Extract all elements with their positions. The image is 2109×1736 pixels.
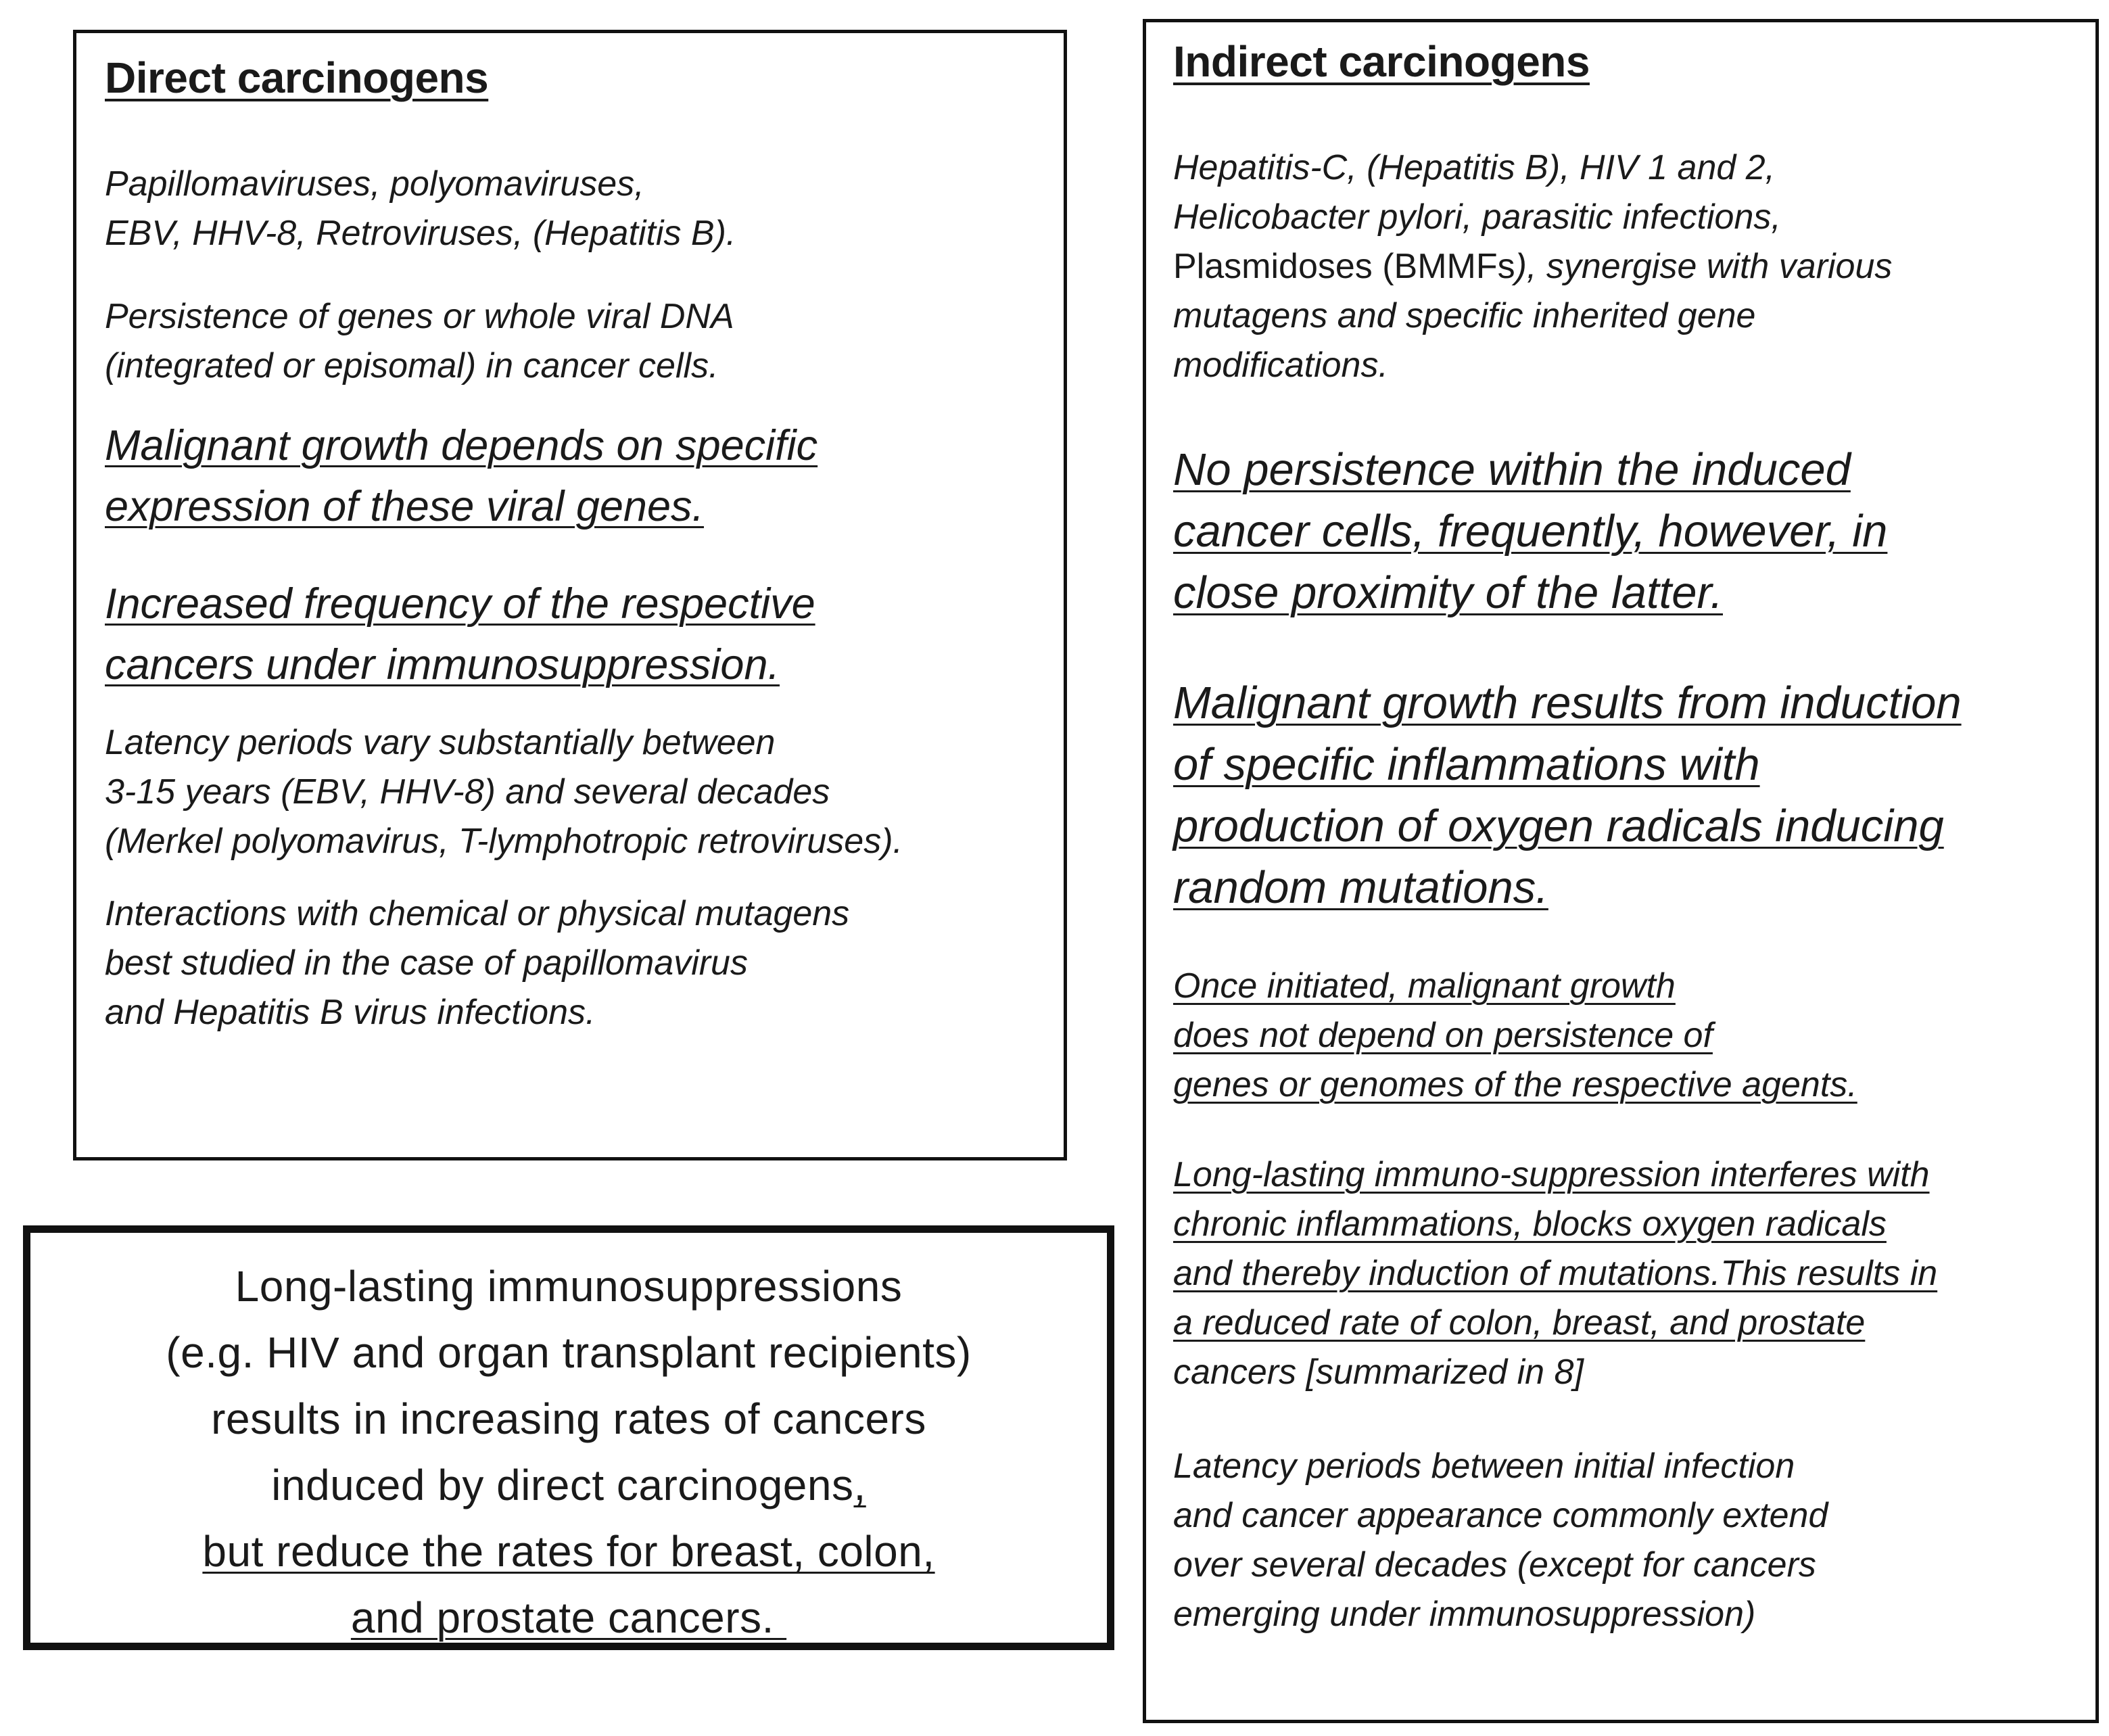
- text-line: does not depend on persistence of: [1173, 1015, 1713, 1055]
- indirect-malignant-growth-text: [1173, 672, 2095, 918]
- text-line: Persistence of genes or whole viral DNA: [105, 296, 734, 336]
- indirect-once-initiated-text: [1173, 962, 2095, 1110]
- text-line: Long-lasting immuno-suppression interferes with: [1173, 1154, 1930, 1194]
- summary-line: and prostate cancers.: [350, 1593, 787, 1642]
- text-line: mutagens and specific inherited gene: [1173, 296, 1756, 335]
- text-line: and cancer appearance commonly extend: [1173, 1495, 1828, 1535]
- indirect-no-persistence-text: [1173, 439, 2095, 624]
- direct-agents-list: [105, 160, 1064, 258]
- summary-box: [23, 1225, 1114, 1650]
- text-line: Malignant growth depends on specific: [105, 421, 818, 469]
- indirect-carcinogens-box: [1143, 19, 2099, 1723]
- direct-malignant-growth-text: [105, 415, 1064, 537]
- text-line: emerging under immunosuppression): [1173, 1594, 1756, 1634]
- indirect-carcinogens-title: Indirect carcinogens: [1173, 37, 1590, 86]
- summary-line: induced by direct carcinogens: [271, 1461, 854, 1509]
- text-line: Helicobacter pylori, parasitic infections,: [1173, 197, 1781, 237]
- text-line: expression of these viral genes.: [105, 482, 704, 530]
- summary-line: Long-lasting immunosuppressions: [235, 1262, 903, 1311]
- text-line: random mutations.: [1173, 862, 1548, 913]
- summary-line: but reduce the rates for breast, colon,: [202, 1527, 935, 1576]
- text-line: EBV, HHV-8, Retroviruses, (Hepatitis B).: [105, 213, 736, 253]
- text-line: of specific inflammations with: [1173, 738, 1760, 790]
- text-line: best studied in the case of papillomavirus: [105, 943, 748, 983]
- text-line: cancers [summarized in 8]: [1173, 1352, 1584, 1392]
- direct-carcinogens-box: [73, 30, 1067, 1160]
- text-fragment: ), synergise with various: [1515, 246, 1893, 286]
- text-line: Papillomaviruses, polyomaviruses,: [105, 164, 644, 204]
- text-line: a reduced rate of colon, breast, and prostate: [1173, 1303, 1866, 1342]
- indirect-immunosuppression-text: [1173, 1150, 2095, 1397]
- summary-punctuation: ,: [853, 1461, 866, 1509]
- summary-line: results in increasing rates of cancers: [211, 1394, 926, 1443]
- direct-interactions-text: [105, 889, 1064, 1037]
- text-line: genes or genomes of the respective agents.: [1173, 1064, 1857, 1104]
- text-line: 3-15 years (EBV, HHV-8) and several decades: [105, 772, 830, 812]
- text-line: No persistence within the induced: [1173, 444, 1851, 495]
- text-line: (integrated or episomal) in cancer cells.: [105, 346, 719, 385]
- text-line: modifications.: [1173, 345, 1388, 385]
- text-line: and Hepatitis B virus infections.: [105, 992, 596, 1032]
- direct-latency-text: [105, 718, 1064, 866]
- direct-persistence-text: [105, 292, 1064, 391]
- indirect-agents-list: [1173, 143, 2095, 390]
- text-line: over several decades (except for cancers: [1173, 1545, 1816, 1585]
- text-line: Latency periods between initial infection: [1173, 1446, 1795, 1486]
- text-line: Once initiated, malignant growth: [1173, 966, 1676, 1006]
- direct-immunosuppression-text: [105, 573, 1064, 695]
- text-line: cancer cells, frequently, however, in: [1173, 505, 1888, 557]
- text-fragment: Plasmidoses (BMMFs: [1173, 246, 1515, 286]
- text-line: Latency periods vary substantially between: [105, 722, 776, 762]
- text-line: close proximity of the latter.: [1173, 567, 1723, 618]
- text-line: cancers under immunosuppression.: [105, 640, 780, 688]
- text-line: and thereby induction of mutations.This results in: [1173, 1253, 1938, 1293]
- text-line: Interactions with chemical or physical mutagens: [105, 893, 850, 933]
- text-line: chronic inflammations, blocks oxygen radicals: [1173, 1204, 1887, 1244]
- text-line: Malignant growth results from induction: [1173, 677, 1962, 728]
- text-line: (Merkel polyomavirus, T-lymphotropic retroviruses).: [105, 821, 903, 861]
- text-line: production of oxygen radicals inducing: [1173, 800, 1944, 851]
- summary-text: [44, 1253, 1093, 1651]
- text-line: Hepatitis-C, (Hepatitis B), HIV 1 and 2,: [1173, 147, 1776, 187]
- indirect-latency-text: [1173, 1442, 2095, 1639]
- direct-carcinogens-title: Direct carcinogens: [105, 53, 489, 102]
- text-line: Increased frequency of the respective: [105, 580, 815, 628]
- summary-line: (e.g. HIV and organ transplant recipients): [166, 1328, 972, 1377]
